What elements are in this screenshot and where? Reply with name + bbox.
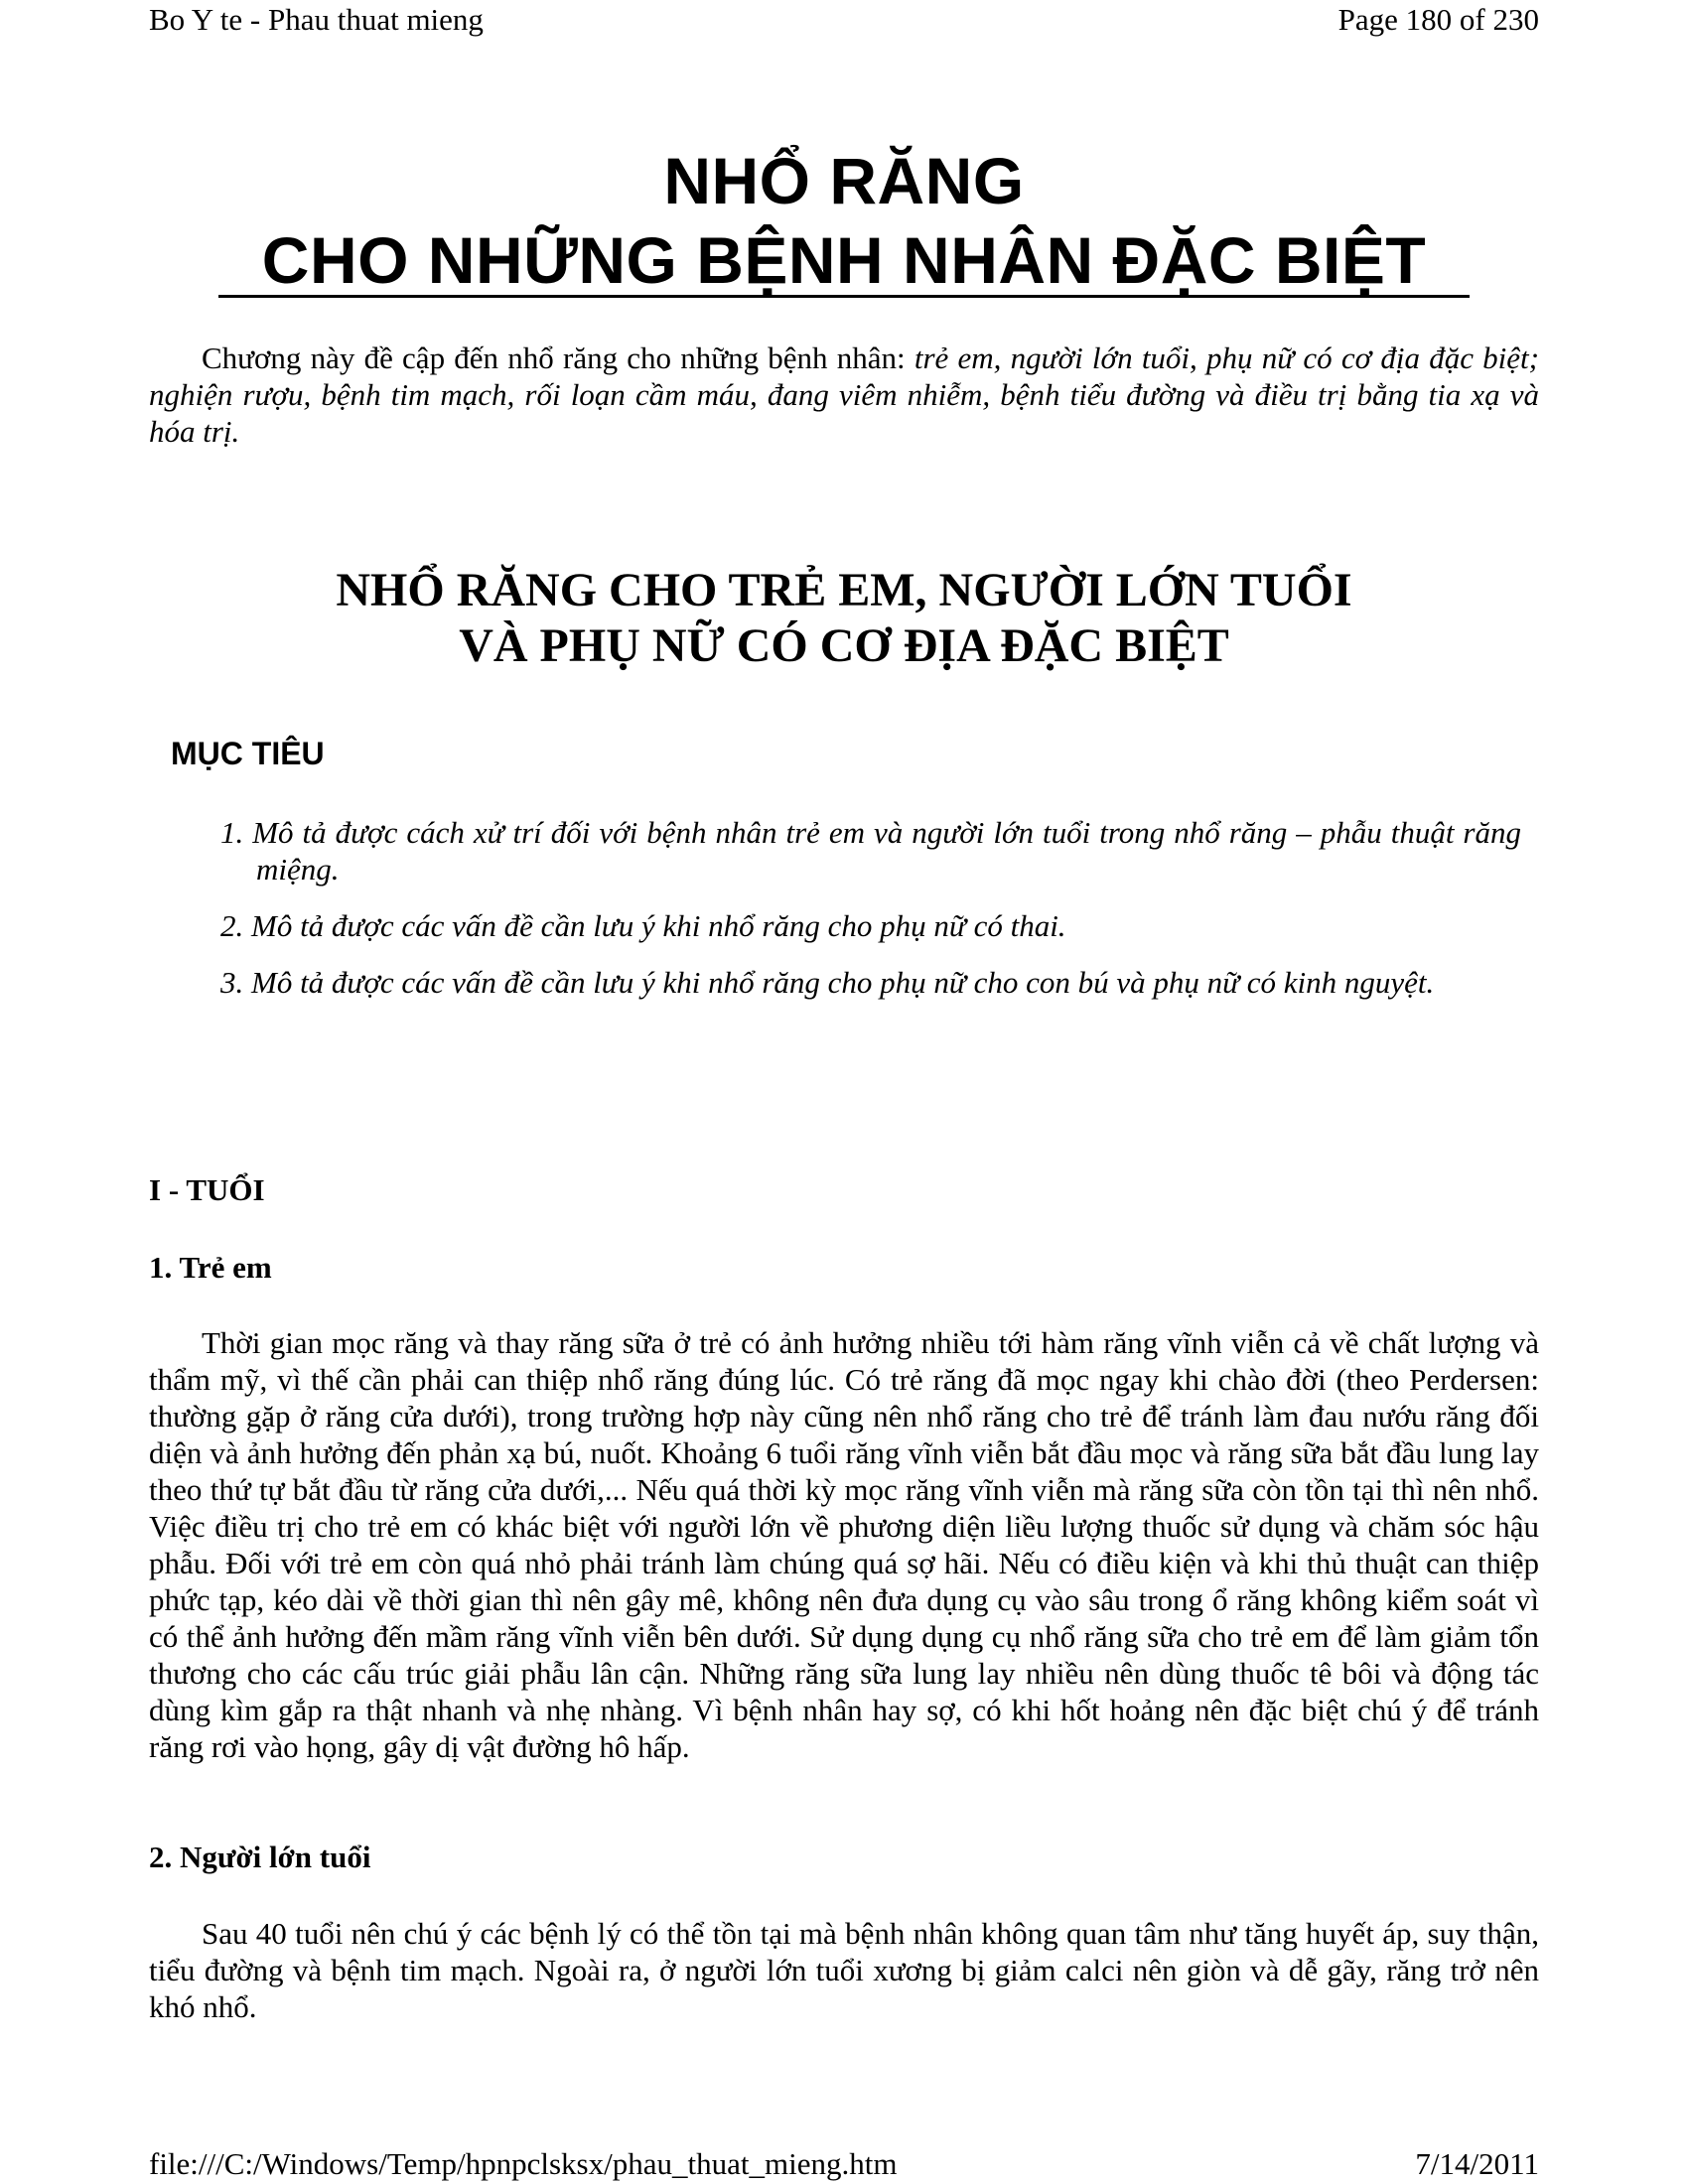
footer-file-path: file:///C:/Windows/Temp/hpnpclsksx/phau_thuat_mieng.htm (149, 2146, 898, 2181)
title-underline (218, 295, 1470, 298)
goal-item: 3. Mô tả được các vấn đề cần lưu ý khi nhổ răng cho phụ nữ cho con bú và phụ nữ có kinh nguyệt. (220, 965, 1435, 1000)
goal-item: 1. Mô tả được cách xử trí đối với bệnh nhân trẻ em và người lớn tuổi trong nhổ răng – phẫu thuật răng miệng. (220, 815, 1521, 887)
paragraph-children: Thời gian mọc răng và thay răng sữa ở trẻ có ảnh hưởng nhiều tới hàm răng vĩnh viễn cả về chất lượng và thẩm mỹ, vì thế cần phải can thiệp nhổ răng đúng lúc. Có trẻ răng đã mọc ngay khi chào đời (theo Perdersen: thường gặp ở răng cửa dưới), trong trường hợp này cũng nên nhổ răng cho trẻ để tránh làm đau nướu răng đối diện và ảnh hưởng đến phản xạ bú, nuốt. Khoảng 6 tuổi răng vĩnh viễn bắt đầu mọc và răng sữa bắt đầu lung lay theo thứ tự bắt đầu từ răng cửa dưới,... Nếu quá thời kỳ mọc răng vĩnh viễn mà răng sữa còn tồn tại thì nên nhổ. Việc điều trị cho trẻ em có khác biệt với người lớn về phương diện liều lượng thuốc sử dụng và chăm sóc hậu phẫu. Đối với trẻ em còn quá nhỏ phải tránh làm chúng quá sợ hãi. Nếu có điều kiện và khi thủ thuật can thiệp phức tạp, kéo dài về thời gian thì nên gây mê, không nên đưa dụng cụ vào sâu trong ổ răng không kiểm soát vì có thể ảnh hưởng đến mầm răng vĩnh viễn bên dưới. Sử dụng dụng cụ nhổ răng sữa cho trẻ em để làm giảm tổn thương cho các cấu trúc giải phẫu lân cận. Những răng sữa lung lay nhiều nên dùng thuốc tê bôi và động tác dùng kìm gắp ra thật nhanh và nhẹ nhàng. Vì bệnh nhân hay sợ, có khi hốt hoảng nên đặc biệt chú ý để tránh răng rơi vào họng, gây dị vật đường hô hấp. (149, 1325, 1539, 1764)
intro-lead-text: Chương này đề cập đến nhổ răng cho những bệnh nhân: (202, 341, 914, 375)
paragraph-elderly: Sau 40 tuổi nên chú ý các bệnh lý có thể tồn tại mà bệnh nhân không quan tâm như tăng huyết áp, suy thận, tiểu đường và bệnh tim mạch. Ngoài ra, ở người lớn tuổi xương bị giảm calci nên giòn và dễ gãy, răng trở nên khó nhổ. (149, 1916, 1539, 2024)
section-title-line1: NHỔ RĂNG CHO TRẺ EM, NGƯỜI LỚN TUỔI (336, 564, 1352, 616)
section-title (149, 563, 1539, 674)
subheading-children: 1. Trẻ em (149, 1250, 272, 1285)
goals-heading: MỤC TIÊU (171, 736, 325, 771)
intro-italic-text: trẻ em, người lớn tuổi, phụ nữ có cơ địa đặc biệt; nghiện rượu, bệnh tim mạch, rối loạn cầm máu, đang viêm nhiễm, bệnh tiểu đường và điều trị bằng tia xạ và hóa trị. (149, 341, 1539, 449)
header-document-title: Bo Y te - Phau thuat mieng (149, 2, 484, 37)
chapter-title-line2: CHO NHỮNG BỆNH NHÂN ĐẶC BIỆT (261, 223, 1427, 297)
chapter-intro (149, 340, 1539, 450)
part-heading-age: I - TUỔI (149, 1172, 265, 1207)
chapter-title-line1: NHỔ RĂNG (663, 144, 1025, 217)
header-page-number: Page 180 of 230 (1337, 2, 1539, 37)
footer-date: 7/14/2011 (1415, 2146, 1539, 2181)
chapter-title (149, 141, 1539, 300)
subheading-elderly: 2. Người lớn tuổi (149, 1840, 371, 1874)
goal-item: 2. Mô tả được các vấn đề cần lưu ý khi nhổ răng cho phụ nữ có thai. (220, 908, 1066, 943)
section-title-line2: VÀ PHỤ NỮ CÓ CƠ ĐỊA ĐẶC BIỆT (459, 619, 1229, 672)
goals-list (220, 814, 1521, 1021)
